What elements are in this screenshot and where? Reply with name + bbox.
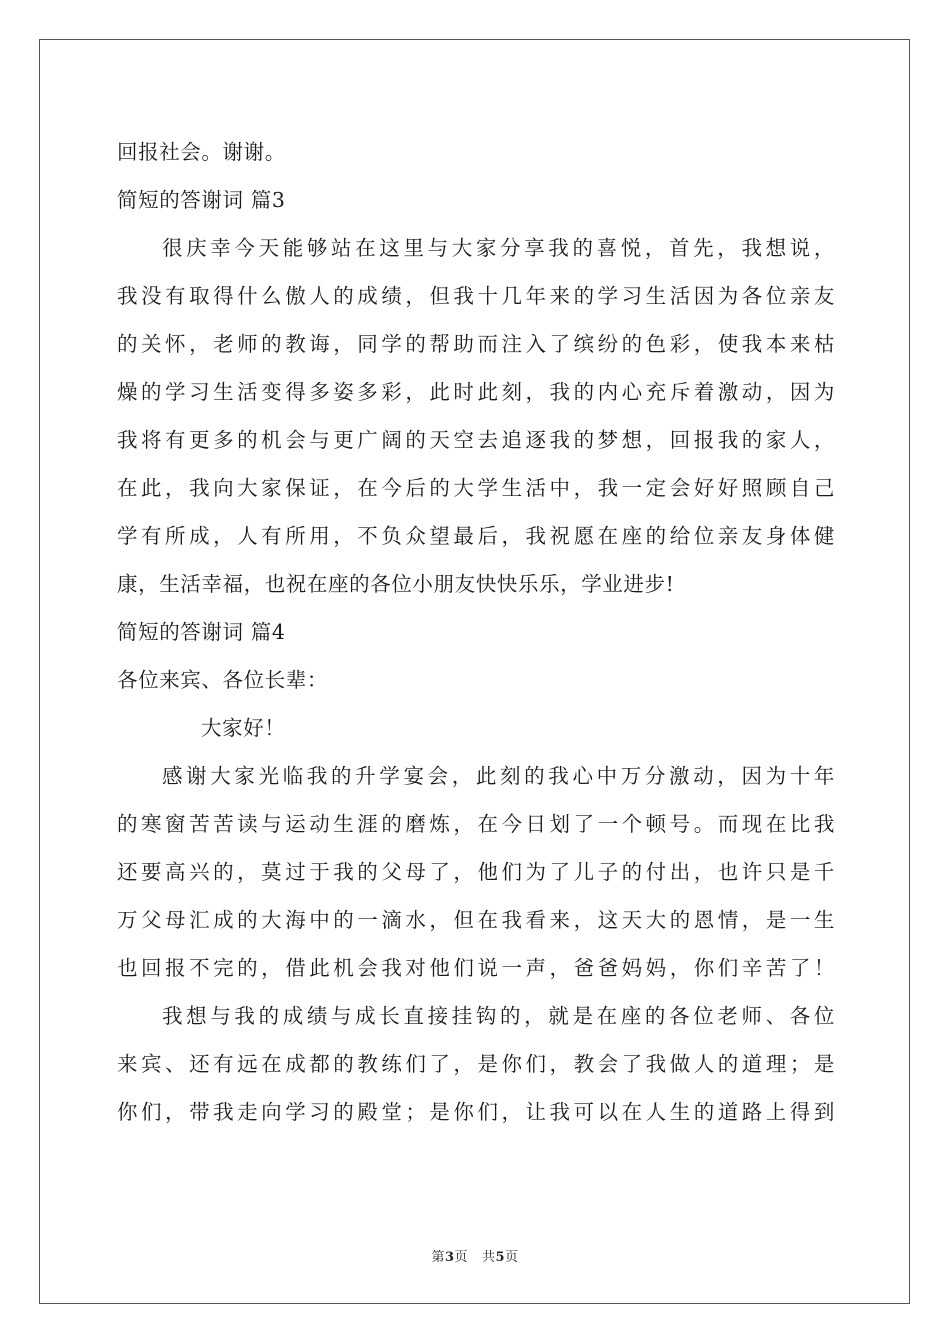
text-line: 我没有取得什么傲人的成绩，但我十几年来的学习生活因为各位亲友	[117, 284, 835, 308]
footer-total-prefix: 共	[481, 1250, 496, 1265]
section-heading: 简短的答谢词 篇3	[117, 188, 286, 212]
text-line: 的寒窗苦苦读与运动生涯的磨炼，在今日划了一个顿号。而现在比我	[117, 812, 835, 836]
text-line: 燥的学习生活变得多姿多彩，此时此刻，我的内心充斥着激动，因为	[117, 380, 835, 404]
text-line: 我将有更多的机会与更广阔的天空去追逐我的梦想，回报我的家人，	[117, 428, 835, 452]
document-body	[117, 128, 835, 1136]
text-line: 很庆幸今天能够站在这里与大家分享我的喜悦，首先，我想说，	[162, 236, 835, 260]
footer-total-suffix: 页	[505, 1250, 519, 1265]
text-line: 回报社会。谢谢。	[117, 140, 286, 164]
text-line: 在此，我向大家保证，在今后的大学生活中，我一定会好好照顾自己	[117, 476, 835, 500]
text-line: 的关怀，老师的教诲，同学的帮助而注入了缤纷的色彩，使我本来枯	[117, 332, 835, 356]
text-line: 感谢大家光临我的升学宴会，此刻的我心中万分激动，因为十年	[162, 764, 835, 788]
text-line: 来宾、还有远在成都的教练们了，是你们，教会了我做人的道理；是	[117, 1052, 835, 1076]
text-line: 学有所成，人有所用，不负众望最后，我祝愿在座的给位亲友身体健	[117, 524, 835, 548]
text-line: 万父母汇成的大海中的一滴水，但在我看来，这天大的恩情，是一生	[117, 908, 835, 932]
total-page-count: 5	[495, 1250, 506, 1265]
current-page-number: 3	[444, 1250, 455, 1265]
greeting: 大家好！	[201, 716, 286, 740]
section-heading: 简短的答谢词 篇4	[117, 620, 286, 644]
page-footer	[0, 1246, 950, 1265]
text-line: 你们，带我走向学习的殿堂；是你们，让我可以在人生的道路上得到	[117, 1100, 835, 1124]
footer-prefix: 第	[431, 1250, 445, 1265]
text-line: 我想与我的成绩与成长直接挂钩的，就是在座的各位老师、各位	[162, 1004, 835, 1028]
text-line: 还要高兴的，莫过于我的父母了，他们为了儿子的付出，也许只是千	[117, 860, 835, 884]
text-line: 康，生活幸福，也祝在座的各位小朋友快快乐乐，学业进步!	[117, 572, 675, 596]
text-line: 也回报不完的，借此机会我对他们说一声，爸爸妈妈，你们辛苦了！	[117, 956, 835, 980]
footer-page-suffix: 页	[454, 1250, 469, 1265]
salutation: 各位来宾、各位长辈：	[117, 668, 328, 692]
